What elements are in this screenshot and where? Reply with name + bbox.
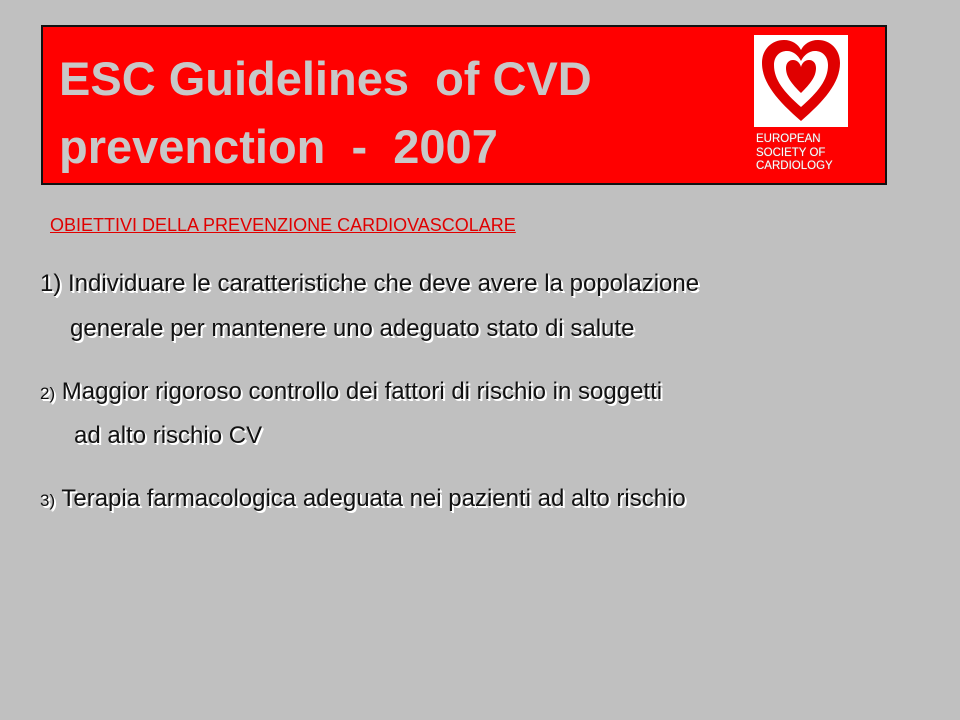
objective-1-continuation	[70, 317, 634, 341]
org-line: EUROPEAN	[756, 133, 821, 145]
slide-title-line-2: prevenction - 2007	[59, 120, 498, 173]
org-line: CARDIOLOGY	[756, 160, 833, 172]
objective-number: 1)	[40, 270, 62, 297]
esc-org-name	[756, 133, 833, 174]
esc-logo	[754, 35, 848, 127]
objective-1	[40, 272, 699, 296]
objective-2-continuation	[74, 424, 262, 448]
objective-text-line: Maggior rigoroso controllo dei fattori di rischio in soggetti	[61, 378, 663, 405]
title-banner	[41, 25, 887, 185]
objective-number: 3)	[40, 491, 56, 510]
objective-text-line: ad alto rischio CV	[74, 422, 263, 449]
objective-text-line: generale per mantenere uno adeguato stato di salute	[70, 315, 635, 342]
org-line: SOCIETY OF	[756, 146, 826, 159]
objective-2	[40, 380, 662, 404]
objective-text-line: Terapia farmacologica adeguata nei pazienti ad alto rischio	[61, 485, 686, 512]
esc-heart-logo-icon	[754, 35, 848, 127]
objective-number: 2)	[40, 384, 56, 403]
section-subtitle: OBIETTIVI DELLA PREVENZIONE CARDIOVASCOLARE	[50, 215, 516, 235]
slide-title-line-1: ESC Guidelines of CVD	[59, 52, 592, 105]
objective-text-line: Individuare le caratteristiche che deve avere la popolazione	[68, 270, 700, 297]
objective-3	[40, 487, 686, 511]
